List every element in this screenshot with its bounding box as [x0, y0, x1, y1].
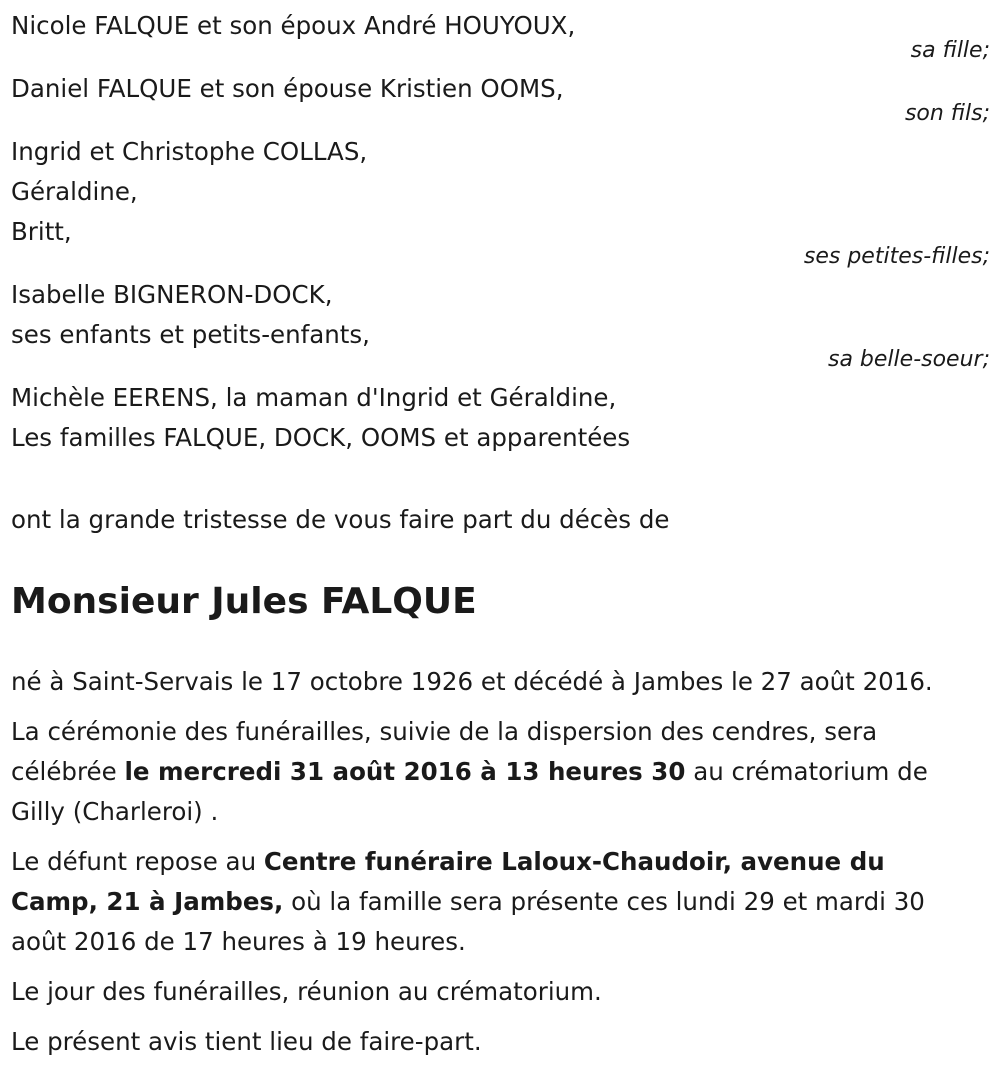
obituary-notice: [11, 6, 990, 1072]
repose-text-segment: Le défunt repose au: [11, 847, 264, 876]
repose-text-segment: où la famille sera présente ces lundi 29 et mardi 30: [283, 887, 925, 916]
family-line: ses enfants et petits-enfants,: [11, 320, 370, 349]
family-line: Nicole FALQUE et son époux André HOUYOUX,: [11, 11, 576, 40]
deceased-name: Monsieur Jules FALQUE: [11, 581, 477, 622]
funeral-home-address: Camp, 21 à Jambes,: [11, 887, 284, 916]
reunion-line: Le jour des funérailles, réunion au crématorium.: [11, 977, 602, 1006]
ceremony-text-segment: au crématorium de: [685, 757, 928, 786]
repose-line: août 2016 de 17 heures à 19 heures.: [11, 927, 466, 956]
family-line: Isabelle BIGNERON-DOCK,: [11, 280, 333, 309]
announcement-text: ont la grande tristesse de vous faire part du décès de: [11, 505, 670, 534]
family-group-granddaughters: [11, 132, 990, 269]
family-line: Ingrid et Christophe COLLAS,: [11, 137, 368, 166]
family-line: Géraldine,: [11, 177, 138, 206]
relation-label: sa fille;: [910, 38, 990, 63]
repose-line: [11, 882, 990, 922]
family-line: Les familles FALQUE, DOCK, OOMS et apparentées: [11, 423, 631, 452]
family-group-son: [11, 69, 990, 126]
relation-label: sa belle-soeur;: [828, 347, 990, 372]
relation-label: ses petites-filles;: [803, 244, 990, 269]
family-group-daughter: [11, 6, 990, 63]
ceremony-text-segment: célébrée: [11, 757, 125, 786]
reunion-text: [11, 972, 990, 1012]
ceremony-line: La cérémonie des funérailles, suivie de la dispersion des cendres, sera: [11, 717, 878, 746]
family-line: Britt,: [11, 217, 72, 246]
ceremony-line: [11, 752, 990, 792]
ceremony-text: [11, 712, 990, 832]
relation-label: son fils;: [904, 101, 990, 126]
repose-text: [11, 842, 990, 962]
family-group-sister-in-law: [11, 275, 990, 372]
closing-text: [11, 1022, 990, 1062]
repose-line: [11, 842, 990, 882]
birth-death-line: né à Saint-Servais le 17 octobre 1926 et décédé à Jambes le 27 août 2016.: [11, 667, 933, 696]
ceremony-date-time: le mercredi 31 août 2016 à 13 heures 30: [124, 757, 686, 786]
other-family: [11, 378, 990, 458]
funeral-home-address: Centre funéraire Laloux-Chaudoir, avenue du: [263, 847, 885, 876]
birth-death-text: [11, 662, 990, 702]
ceremony-line: Gilly (Charleroi) .: [11, 797, 219, 826]
family-line: Michèle EERENS, la maman d'Ingrid et Géraldine,: [11, 383, 617, 412]
family-line: Daniel FALQUE et son épouse Kristien OOMS,: [11, 74, 564, 103]
closing-line: Le présent avis tient lieu de faire-part.: [11, 1027, 482, 1056]
